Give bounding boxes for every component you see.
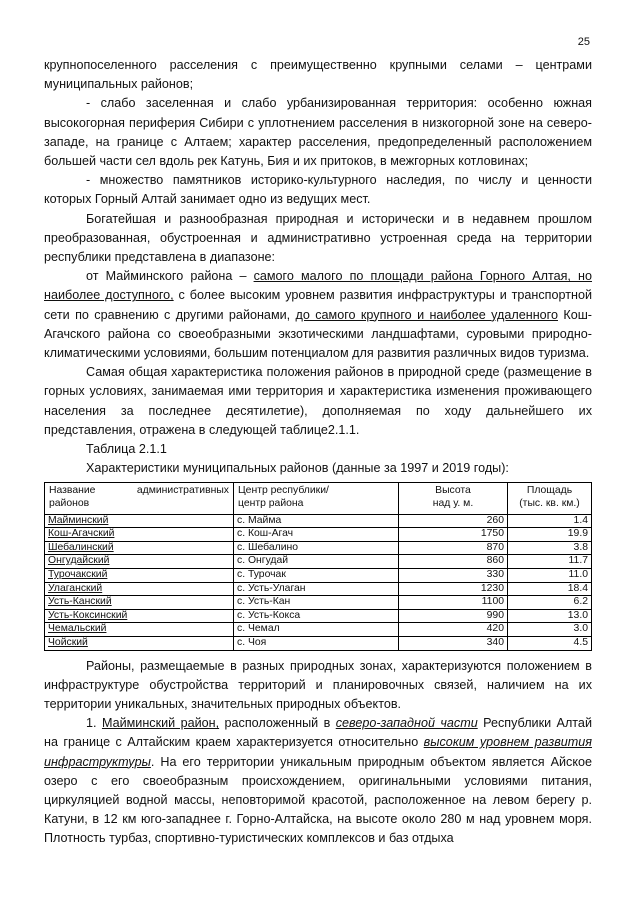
district-center-cell: с. Чоя <box>234 637 399 651</box>
district-name-cell: Чемальский <box>45 623 234 637</box>
district-height-cell: 1230 <box>399 582 508 596</box>
district-height-cell: 860 <box>399 555 508 569</box>
text-run: с более высоким уровнем развития инфраструктуры и транспортной сети по сравнению с другими районами, <box>44 288 592 322</box>
district-height-cell: 1750 <box>399 528 508 542</box>
page-number: 25 <box>577 36 590 48</box>
district-name-cell: Турочакский <box>45 569 234 583</box>
table-row <box>45 514 592 528</box>
district-area-cell: 3.8 <box>508 541 592 555</box>
paragraph-environment: Богатейшая и разнообразная природная и исторически и в недавнем прошлом преобразованная, обустроенная и административно устроенная среда на территории республики представлена в диапазоне: <box>44 211 592 265</box>
district-height-cell: 340 <box>399 637 508 651</box>
paragraph-characteristics: Самая общая характеристика положения районов в природной среде (размещение в горных условиях, занимаемая ими территория и характеристика изменения проживающего населения за последнее десятилетие), дополняемая по ходу дальнейшего их представления, отражена в следующей таблице2.1.1. <box>44 365 592 437</box>
table-row <box>45 528 592 542</box>
district-name-cell: Улаганский <box>45 582 234 596</box>
district-center-cell: с. Онгудай <box>234 555 399 569</box>
table-row <box>45 637 592 651</box>
district-area-cell: 6.2 <box>508 596 592 610</box>
table-row <box>45 541 592 555</box>
underlined-italic-text: северо-западной части <box>335 716 478 731</box>
district-name-cell: Майминский <box>45 514 234 528</box>
underlined-italic-text: высоким уровнем развития инфраструктуры <box>44 735 592 769</box>
district-area-cell: 11.0 <box>508 569 592 583</box>
header-text: (тыс. кв. км.) <box>519 498 580 510</box>
district-area-cell: 1.4 <box>508 514 592 528</box>
paragraph-territory: - слабо заселенная и слабо урбанизированная территория: особенно южная высокогорная периферия Сибири с уплотнением расселения в низкогорной зоне на северо-западе, на границе с Алтаем; характер расселения, предопределенный расположением большей части сел вдоль рек Катунь, Бия и их притоков, в межгорных котловинах; <box>44 96 592 169</box>
district-name-cell: Чойский <box>45 637 234 651</box>
underlined-text: до самого крупного и наиболее удаленного <box>295 307 558 322</box>
district-center-cell: с. Турочак <box>234 569 399 583</box>
district-area-cell: 3.0 <box>508 623 592 637</box>
district-center-cell: с. Усть-Кан <box>234 596 399 610</box>
district-height-cell: 990 <box>399 609 508 623</box>
underlined-text: Майминский район, <box>101 716 220 731</box>
districts-table <box>44 482 592 650</box>
text-run: 1. <box>86 716 102 731</box>
table-row <box>45 596 592 610</box>
header-district-name <box>45 483 234 514</box>
district-name-cell: Кош-Агачский <box>45 528 234 542</box>
table-row <box>45 582 592 596</box>
district-name-cell: Шебалинский <box>45 541 234 555</box>
header-text: Площадь <box>526 485 573 497</box>
text-run: от Майминского района – <box>86 269 254 284</box>
district-area-cell: 4.5 <box>508 637 592 651</box>
district-area-cell: 19.9 <box>508 528 592 542</box>
text-run: Кош-Агачского района со своеобразными экзотическими ландшафтами, суровыми природно-климатическими условиями, большим потенциалом для развития различных видов туризма. <box>44 307 593 361</box>
table-label: Таблица 2.1.1 <box>86 442 167 457</box>
paragraph-settlement: крупнопоселенного расселения с преимущественно крупными селами – центрами муниципальных районов; <box>44 58 592 92</box>
district-center-cell: с. Усть-Улаган <box>234 582 399 596</box>
header-text: над у. м. <box>432 498 474 510</box>
district-name-cell: Усть-Канский <box>45 596 234 610</box>
table-row <box>45 623 592 637</box>
district-height-cell: 420 <box>399 623 508 637</box>
district-center-cell: с. Кош-Агач <box>234 528 399 542</box>
district-center-cell: с. Шебалино <box>234 541 399 555</box>
header-area <box>508 483 592 514</box>
district-name-cell: Усть-Коксинский <box>45 609 234 623</box>
paragraph-heritage: - множество памятников историко-культурного наследия, по числу и ценности которых Горный Алтай занимает одно из ведущих мест. <box>44 173 592 207</box>
district-height-cell: 1100 <box>399 596 508 610</box>
paragraph-zones: Районы, размещаемые в разных природных зонах, характеризуются положением в инфраструктуре обустройства территорий и планировочных связей, наличием на их территории уникальных, значительных природных объектов. <box>44 658 592 711</box>
header-text: районов <box>49 498 90 510</box>
district-center-cell: с. Усть-Кокса <box>234 609 399 623</box>
underlined-text: самого малого по площади района Горного Алтая, но наиболее доступного, <box>44 269 592 303</box>
header-text: Название <box>49 485 96 497</box>
header-height <box>399 483 508 514</box>
text-run: . На его территории уникальным природным объектом является Айское озеро с его своеобразным происхождением, оригинальными условиями питания, циркуляцией водной массы, неповторимой красотой, расположенное на левом берегу р. Катуни, в 12 км юго-западнее г. Горно-Алтайска, на высоте около 280 м над уровнем моря. Плотность турбаз, спортивно-туристических комплексов и баз отдыха <box>44 754 592 846</box>
paragraph-maiminsky <box>44 714 592 848</box>
text-run: Республики Алтай на границе с Алтайским краем характеризуется относительно <box>44 716 592 750</box>
header-center <box>234 483 399 514</box>
table-row <box>45 609 592 623</box>
document-body <box>44 56 592 849</box>
district-center-cell: с. Чемал <box>234 623 399 637</box>
header-text: административных <box>136 485 229 497</box>
text-run: расположенный в <box>219 716 336 731</box>
district-area-cell: 11.7 <box>508 555 592 569</box>
table-row <box>45 555 592 569</box>
table-body <box>45 514 592 650</box>
district-height-cell: 870 <box>399 541 508 555</box>
table-title: Характеристики муниципальных районов (данные за 1997 и 2019 годы): <box>86 461 509 476</box>
district-area-cell: 18.4 <box>508 582 592 596</box>
district-center-cell: с. Майма <box>234 514 399 528</box>
district-height-cell: 330 <box>399 569 508 583</box>
table-header-row <box>45 483 592 514</box>
header-text: Центр республики/ <box>238 485 329 497</box>
district-area-cell: 13.0 <box>508 609 592 623</box>
header-text: центр района <box>238 498 304 510</box>
district-name-cell: Онгудайский <box>45 555 234 569</box>
header-text: Высота <box>435 485 471 497</box>
table-row <box>45 569 592 583</box>
district-height-cell: 260 <box>399 514 508 528</box>
paragraph-range <box>44 267 592 363</box>
